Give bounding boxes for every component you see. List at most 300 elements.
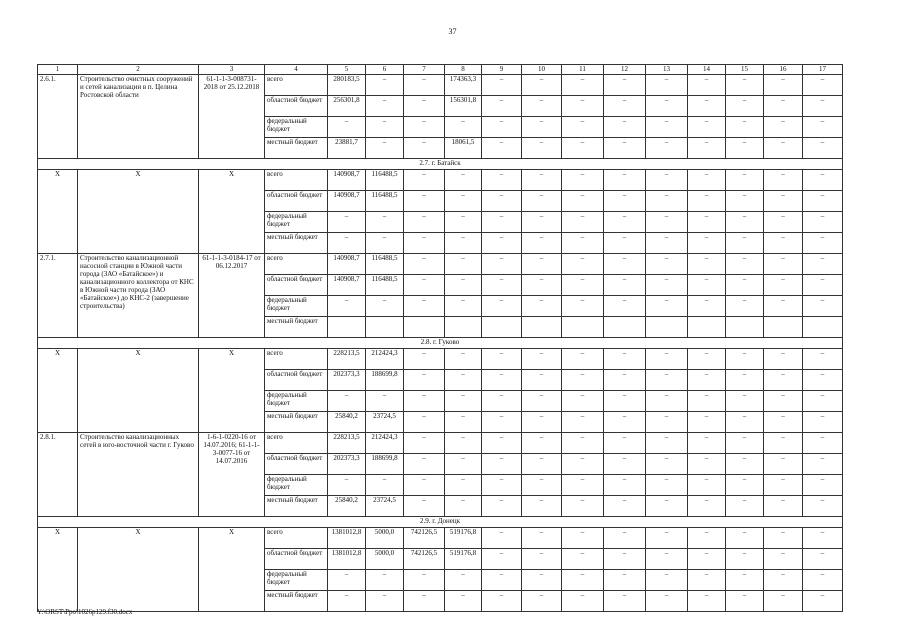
amount-col-9: – <box>482 496 522 517</box>
amount-col-10: – <box>522 254 562 275</box>
item-name: Х <box>78 170 199 254</box>
amount-col-15: – <box>726 570 764 591</box>
budget-source-label: федеральный бюджет <box>265 570 328 591</box>
amount-col-6: 212424,3 <box>366 433 404 454</box>
amount-col-12: – <box>604 254 646 275</box>
amount-col-7: 742126,5 <box>404 549 445 570</box>
amount-col-9 <box>482 317 522 338</box>
amount-col-16: – <box>764 275 803 296</box>
amount-col-15: – <box>726 212 764 233</box>
amount-col-7: – <box>404 391 445 412</box>
amount-col-15: – <box>726 75 764 96</box>
amount-col-9: – <box>482 75 522 96</box>
amount-col-15: – <box>726 433 764 454</box>
amount-col-8 <box>445 317 482 338</box>
amount-col-17: – <box>803 349 843 370</box>
amount-col-9: – <box>482 191 522 212</box>
budget-source-label: местный бюджет <box>265 412 328 433</box>
amount-col-15: – <box>726 370 764 391</box>
amount-col-10: – <box>522 349 562 370</box>
item-code: Х <box>38 528 78 612</box>
amount-col-12: – <box>604 349 646 370</box>
expertise-document: Х <box>199 349 265 433</box>
amount-col-7: – <box>404 75 445 96</box>
amount-col-7: – <box>404 254 445 275</box>
item-code: 2.7.1. <box>38 254 78 338</box>
amount-col-6: – <box>366 391 404 412</box>
amount-col-11: – <box>562 370 604 391</box>
amount-col-12: – <box>604 275 646 296</box>
amount-col-12: – <box>604 570 646 591</box>
amount-col-17: – <box>803 549 843 570</box>
amount-col-14: – <box>688 296 726 317</box>
amount-col-9: – <box>482 391 522 412</box>
amount-col-9: – <box>482 233 522 254</box>
column-number: 1 <box>38 65 78 75</box>
amount-col-11: – <box>562 496 604 517</box>
amount-col-6: – <box>366 296 404 317</box>
amount-col-10: – <box>522 570 562 591</box>
amount-col-9: – <box>482 212 522 233</box>
budget-source-label: областной бюджет <box>265 96 328 117</box>
amount-col-10: – <box>522 275 562 296</box>
amount-col-10: – <box>522 96 562 117</box>
amount-col-6: 188699,8 <box>366 370 404 391</box>
column-number: 15 <box>726 65 764 75</box>
amount-col-11: – <box>562 96 604 117</box>
amount-col-14: – <box>688 254 726 275</box>
amount-col-7: – <box>404 275 445 296</box>
amount-col-7: – <box>404 433 445 454</box>
amount-col-8: 519176,8 <box>445 528 482 549</box>
amount-col-17: – <box>803 528 843 549</box>
expertise-document: 1-6-1-0220-16 от 14.07.2016; 61-1-1-3-0077-16 от 14.07.2016 <box>199 433 265 517</box>
budget-source-label: местный бюджет <box>265 233 328 254</box>
amount-col-9: – <box>482 549 522 570</box>
amount-col-10: – <box>522 475 562 496</box>
table-row <box>38 528 843 549</box>
amount-col-14: – <box>688 117 726 138</box>
column-number: 11 <box>562 65 604 75</box>
amount-col-13: – <box>646 191 688 212</box>
amount-col-7: – <box>404 454 445 475</box>
amount-col-8: – <box>445 475 482 496</box>
amount-col-17 <box>803 317 843 338</box>
amount-col-14: – <box>688 549 726 570</box>
amount-col-14: – <box>688 275 726 296</box>
column-number: 9 <box>482 65 522 75</box>
amount-col-14: – <box>688 496 726 517</box>
amount-col-9: – <box>482 570 522 591</box>
amount-col-9: – <box>482 591 522 612</box>
amount-col-11: – <box>562 591 604 612</box>
amount-col-5: 140908,7 <box>328 254 366 275</box>
amount-col-7: – <box>404 212 445 233</box>
amount-col-6 <box>366 317 404 338</box>
amount-col-9: – <box>482 96 522 117</box>
amount-col-5: 228213,5 <box>328 433 366 454</box>
item-name: Строительство канализационной насосной станции в Южной части города (ЗАО «Батайское») и канализационного коллектора от КНС в Южной части города (ЗАО «Батайское») до КНС-2 (завершение строительства) <box>78 254 199 338</box>
amount-col-16: – <box>764 370 803 391</box>
amount-col-16: – <box>764 191 803 212</box>
amount-col-14: – <box>688 138 726 159</box>
amount-col-12: – <box>604 75 646 96</box>
column-number: 14 <box>688 65 726 75</box>
amount-col-13: – <box>646 549 688 570</box>
amount-col-15: – <box>726 233 764 254</box>
amount-col-8: – <box>445 117 482 138</box>
amount-col-12: – <box>604 496 646 517</box>
amount-col-5: – <box>328 591 366 612</box>
amount-col-15: – <box>726 296 764 317</box>
amount-col-5: – <box>328 233 366 254</box>
column-number: 5 <box>328 65 366 75</box>
amount-col-5: 280183,5 <box>328 75 366 96</box>
amount-col-14: – <box>688 170 726 191</box>
amount-col-11: – <box>562 454 604 475</box>
amount-col-14: – <box>688 75 726 96</box>
amount-col-14: – <box>688 191 726 212</box>
amount-col-7: – <box>404 370 445 391</box>
amount-col-7: – <box>404 233 445 254</box>
amount-col-12 <box>604 317 646 338</box>
section-title: 2.8. г. Гуково <box>38 338 843 349</box>
amount-col-10 <box>522 317 562 338</box>
amount-col-11: – <box>562 433 604 454</box>
amount-col-11: – <box>562 254 604 275</box>
amount-col-13 <box>646 317 688 338</box>
section-title-row <box>38 338 843 349</box>
amount-col-8: – <box>445 212 482 233</box>
amount-col-16: – <box>764 138 803 159</box>
amount-col-11: – <box>562 570 604 591</box>
amount-col-16: – <box>764 391 803 412</box>
amount-col-10: – <box>522 391 562 412</box>
budget-source-label: федеральный бюджет <box>265 212 328 233</box>
amount-col-10: – <box>522 117 562 138</box>
amount-col-14: – <box>688 370 726 391</box>
amount-col-6: 5000,0 <box>366 549 404 570</box>
amount-col-8: – <box>445 170 482 191</box>
item-name: Строительство очистных сооружений и сетей канализации в п. Целина Ростовской области <box>78 75 199 159</box>
amount-col-16: – <box>764 96 803 117</box>
amount-col-14: – <box>688 433 726 454</box>
amount-col-16: – <box>764 591 803 612</box>
amount-col-5: 228213,5 <box>328 349 366 370</box>
amount-col-7: – <box>404 412 445 433</box>
budget-source-label: федеральный бюджет <box>265 296 328 317</box>
amount-col-16: – <box>764 212 803 233</box>
column-number: 7 <box>404 65 445 75</box>
amount-col-9: – <box>482 349 522 370</box>
amount-col-6: – <box>366 75 404 96</box>
budget-source-label: федеральный бюджет <box>265 117 328 138</box>
amount-col-12: – <box>604 296 646 317</box>
amount-col-14: – <box>688 412 726 433</box>
amount-col-14: – <box>688 475 726 496</box>
amount-col-5: – <box>328 117 366 138</box>
amount-col-6: 116488,5 <box>366 254 404 275</box>
item-code: Х <box>38 170 78 254</box>
amount-col-13: – <box>646 170 688 191</box>
budget-source-label: всего <box>265 528 328 549</box>
amount-col-11: – <box>562 275 604 296</box>
amount-col-5: 1381012,8 <box>328 549 366 570</box>
amount-col-13: – <box>646 233 688 254</box>
amount-col-15: – <box>726 96 764 117</box>
amount-col-6: 116488,5 <box>366 191 404 212</box>
column-number: 17 <box>803 65 843 75</box>
section-title: 2.7. г. Батайск <box>38 159 843 170</box>
amount-col-5: 140908,7 <box>328 275 366 296</box>
amount-col-7: – <box>404 138 445 159</box>
amount-col-8: – <box>445 191 482 212</box>
amount-col-16: – <box>764 549 803 570</box>
amount-col-11: – <box>562 233 604 254</box>
column-number-row <box>38 65 843 75</box>
budget-source-label: областной бюджет <box>265 191 328 212</box>
amount-col-8: – <box>445 591 482 612</box>
amount-col-16: – <box>764 170 803 191</box>
amount-col-15: – <box>726 254 764 275</box>
amount-col-6: 188699,8 <box>366 454 404 475</box>
section-title-row <box>38 159 843 170</box>
amount-col-13: – <box>646 570 688 591</box>
amount-col-9: – <box>482 370 522 391</box>
amount-col-17: – <box>803 570 843 591</box>
table-row <box>38 75 843 96</box>
amount-col-13: – <box>646 591 688 612</box>
expertise-document: 61-1-1-3-008731-2018 от 25.12.2018 <box>199 75 265 159</box>
amount-col-17: – <box>803 454 843 475</box>
amount-col-15: – <box>726 170 764 191</box>
amount-col-13: – <box>646 75 688 96</box>
budget-source-label: федеральный бюджет <box>265 475 328 496</box>
amount-col-12: – <box>604 233 646 254</box>
amount-col-6: – <box>366 570 404 591</box>
amount-col-11: – <box>562 549 604 570</box>
amount-col-13: – <box>646 454 688 475</box>
amount-col-17: – <box>803 75 843 96</box>
amount-col-6: – <box>366 233 404 254</box>
amount-col-5: 202373,3 <box>328 370 366 391</box>
amount-col-15: – <box>726 591 764 612</box>
amount-col-8: – <box>445 496 482 517</box>
amount-col-15: – <box>726 138 764 159</box>
amount-col-10: – <box>522 433 562 454</box>
amount-col-12: – <box>604 475 646 496</box>
item-code: 2.6.1. <box>38 75 78 159</box>
amount-col-12: – <box>604 96 646 117</box>
amount-col-10: – <box>522 591 562 612</box>
amount-col-17: – <box>803 117 843 138</box>
amount-col-9: – <box>482 117 522 138</box>
amount-col-17: – <box>803 170 843 191</box>
amount-col-17: – <box>803 412 843 433</box>
amount-col-9: – <box>482 433 522 454</box>
amount-col-13: – <box>646 475 688 496</box>
amount-col-8: – <box>445 454 482 475</box>
amount-col-10: – <box>522 412 562 433</box>
column-number: 12 <box>604 65 646 75</box>
amount-col-6: 116488,5 <box>366 275 404 296</box>
amount-col-13: – <box>646 275 688 296</box>
amount-col-11: – <box>562 138 604 159</box>
amount-col-9: – <box>482 170 522 191</box>
budget-source-label: федеральный бюджет <box>265 391 328 412</box>
amount-col-15: – <box>726 528 764 549</box>
amount-col-6: – <box>366 212 404 233</box>
amount-col-10: – <box>522 370 562 391</box>
amount-col-16: – <box>764 475 803 496</box>
amount-col-14: – <box>688 570 726 591</box>
amount-col-17: – <box>803 254 843 275</box>
amount-col-15: – <box>726 549 764 570</box>
budget-source-label: всего <box>265 254 328 275</box>
amount-col-10: – <box>522 528 562 549</box>
amount-col-15: – <box>726 191 764 212</box>
amount-col-16: – <box>764 117 803 138</box>
amount-col-15: – <box>726 275 764 296</box>
amount-col-15: – <box>726 475 764 496</box>
column-number: 16 <box>764 65 803 75</box>
amount-col-6: 23724,5 <box>366 412 404 433</box>
amount-col-5: 25840,2 <box>328 496 366 517</box>
amount-col-7: – <box>404 349 445 370</box>
amount-col-14: – <box>688 454 726 475</box>
amount-col-17: – <box>803 391 843 412</box>
amount-col-7: – <box>404 296 445 317</box>
column-number: 6 <box>366 65 404 75</box>
file-path: Y:\ORST\Ppo\1026p129.f30.docx <box>37 608 133 616</box>
budget-source-label: всего <box>265 433 328 454</box>
amount-col-12: – <box>604 117 646 138</box>
amount-col-10: – <box>522 75 562 96</box>
table-row <box>38 170 843 191</box>
budget-source-label: местный бюджет <box>265 591 328 612</box>
amount-col-15: – <box>726 391 764 412</box>
amount-col-14: – <box>688 212 726 233</box>
amount-col-6: 212424,3 <box>366 349 404 370</box>
amount-col-12: – <box>604 170 646 191</box>
amount-col-17: – <box>803 433 843 454</box>
table-row <box>38 433 843 454</box>
amount-col-7: – <box>404 475 445 496</box>
amount-col-9: – <box>482 254 522 275</box>
amount-col-8: – <box>445 370 482 391</box>
amount-col-8: – <box>445 570 482 591</box>
amount-col-5: – <box>328 570 366 591</box>
amount-col-10: – <box>522 170 562 191</box>
amount-col-12: – <box>604 549 646 570</box>
amount-col-10: – <box>522 233 562 254</box>
table-row <box>38 254 843 275</box>
amount-col-11: – <box>562 170 604 191</box>
amount-col-10: – <box>522 191 562 212</box>
amount-col-11: – <box>562 212 604 233</box>
amount-col-12: – <box>604 370 646 391</box>
amount-col-13: – <box>646 349 688 370</box>
item-code: 2.8.1. <box>38 433 78 517</box>
amount-col-14: – <box>688 591 726 612</box>
amount-col-14: – <box>688 391 726 412</box>
amount-col-5: 25840,2 <box>328 412 366 433</box>
budget-source-label: всего <box>265 170 328 191</box>
amount-col-5: 23881,7 <box>328 138 366 159</box>
amount-col-15: – <box>726 117 764 138</box>
item-code: Х <box>38 349 78 433</box>
amount-col-11: – <box>562 475 604 496</box>
amount-col-14: – <box>688 233 726 254</box>
amount-col-10: – <box>522 212 562 233</box>
amount-col-5: 256301,8 <box>328 96 366 117</box>
column-number: 4 <box>265 65 328 75</box>
budget-source-label: местный бюджет <box>265 138 328 159</box>
amount-col-17: – <box>803 496 843 517</box>
budget-source-label: всего <box>265 349 328 370</box>
amount-col-16: – <box>764 454 803 475</box>
amount-col-8: 174363,3 <box>445 75 482 96</box>
amount-col-11: – <box>562 391 604 412</box>
amount-col-6: 116488,5 <box>366 170 404 191</box>
item-name: Строительство канализационных сетей в юго-восточной части г. Гуково <box>78 433 199 517</box>
amount-col-16: – <box>764 233 803 254</box>
item-name: Х <box>78 349 199 433</box>
amount-col-17: – <box>803 138 843 159</box>
amount-col-11: – <box>562 349 604 370</box>
amount-col-17: – <box>803 191 843 212</box>
amount-col-5: – <box>328 296 366 317</box>
amount-col-5: 202373,3 <box>328 454 366 475</box>
amount-col-16: – <box>764 296 803 317</box>
amount-col-12: – <box>604 528 646 549</box>
amount-col-16: – <box>764 254 803 275</box>
amount-col-8: 156301,8 <box>445 96 482 117</box>
amount-col-13: – <box>646 212 688 233</box>
amount-col-16: – <box>764 75 803 96</box>
amount-col-8: – <box>445 254 482 275</box>
amount-col-12: – <box>604 591 646 612</box>
amount-col-7: – <box>404 117 445 138</box>
amount-col-5: 1381012,8 <box>328 528 366 549</box>
amount-col-11: – <box>562 296 604 317</box>
amount-col-13: – <box>646 296 688 317</box>
amount-col-10: – <box>522 496 562 517</box>
amount-col-11: – <box>562 191 604 212</box>
budget-source-label: местный бюджет <box>265 317 328 338</box>
amount-col-11: – <box>562 117 604 138</box>
amount-col-14: – <box>688 349 726 370</box>
amount-col-14: – <box>688 96 726 117</box>
amount-col-8: 18061,5 <box>445 138 482 159</box>
amount-col-17: – <box>803 591 843 612</box>
amount-col-5: 140908,7 <box>328 191 366 212</box>
budget-source-label: областной бюджет <box>265 275 328 296</box>
amount-col-7: – <box>404 496 445 517</box>
amount-col-13: – <box>646 391 688 412</box>
amount-col-17: – <box>803 475 843 496</box>
budget-source-label: областной бюджет <box>265 549 328 570</box>
amount-col-11 <box>562 317 604 338</box>
amount-col-6: 23724,5 <box>366 496 404 517</box>
amount-col-6: – <box>366 475 404 496</box>
item-name: Х <box>78 528 199 612</box>
amount-col-15: – <box>726 349 764 370</box>
amount-col-8: – <box>445 433 482 454</box>
amount-col-13: – <box>646 528 688 549</box>
amount-col-7 <box>404 317 445 338</box>
page-number: 37 <box>448 27 457 36</box>
